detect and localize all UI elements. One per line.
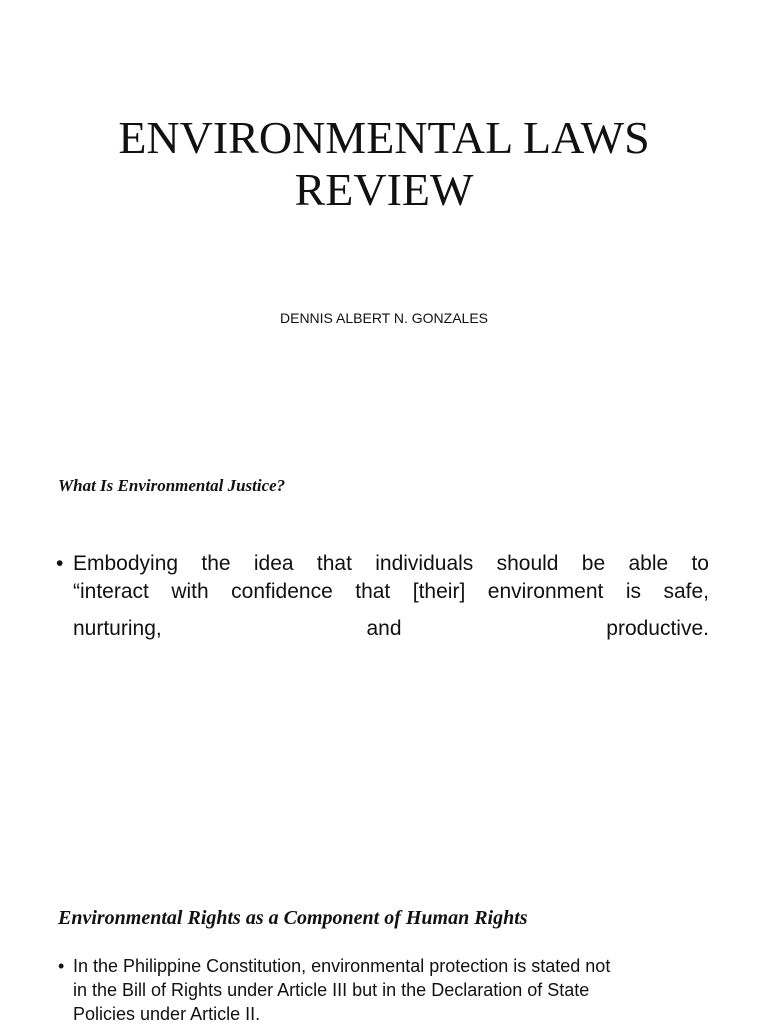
bullet-line-3: Policies under Article II. (73, 1004, 261, 1024)
bullet-dot-icon: • (56, 552, 64, 575)
environmental-rights-slide (0, 872, 768, 1024)
author-name: DENNIS ALBERT N. GONZALES (280, 310, 488, 326)
bullet-line-2: “interact with confidence that [their] environment is safe, (73, 580, 709, 603)
bullet-text (73, 954, 709, 1026)
bullet-line-2: in the Bill of Rights under Article III but in the Declaration of State (73, 980, 590, 1000)
bullet-line-1: In the Philippine Constitution, environmental protection is stated not (73, 956, 611, 976)
bullet-word: and (366, 617, 402, 640)
bullet-word: productive. (606, 617, 709, 640)
environmental-justice-slide (0, 440, 768, 872)
slide-heading: What Is Environmental Justice? (58, 476, 286, 495)
bullet-line-3 (73, 615, 709, 643)
presentation-title (0, 112, 768, 216)
title-line-1: ENVIRONMENTAL LAWS (118, 112, 650, 163)
title-slide (0, 0, 768, 440)
bullet-dot-icon: • (58, 956, 65, 976)
bullet-word: nurturing, (73, 617, 162, 640)
bullet-line-1: Embodying the idea that individuals should be able to (73, 552, 709, 575)
title-line-2: REVIEW (294, 164, 474, 215)
slide-heading: Environmental Rights as a Component of Human Rights (58, 907, 528, 929)
bullet-text (73, 550, 709, 643)
